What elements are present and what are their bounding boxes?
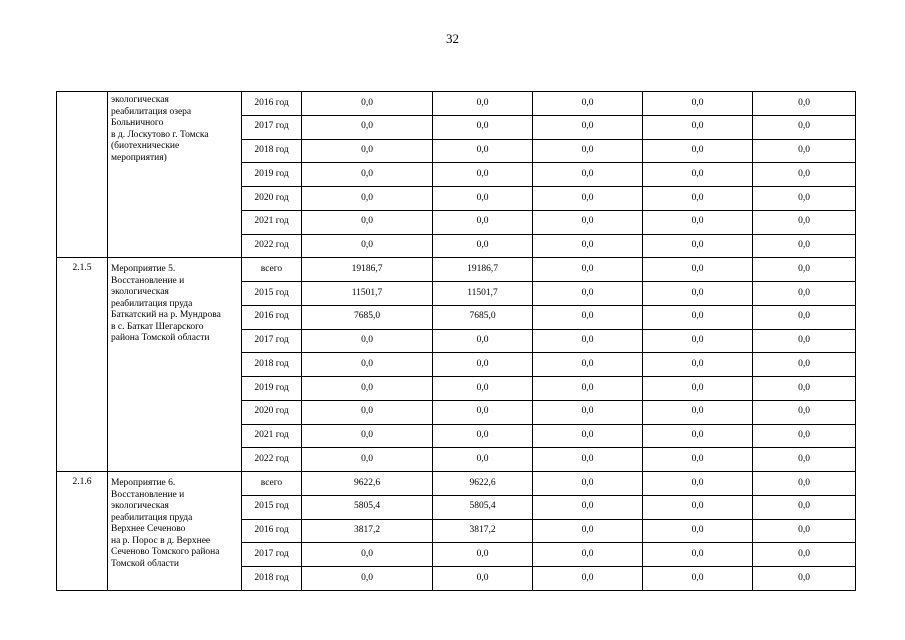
- period-cell: 2017 год: [242, 543, 302, 567]
- value-cell: 3817,2: [302, 519, 433, 543]
- value-cell: 0,0: [643, 543, 753, 567]
- value-cell: 0,0: [302, 210, 433, 234]
- value-cell: 0,0: [643, 424, 753, 448]
- value-cell: 0,0: [302, 377, 433, 401]
- value-cell: 0,0: [753, 567, 856, 591]
- value-cell: 5805,4: [433, 495, 533, 519]
- value-cell: 7685,0: [433, 305, 533, 329]
- value-cell: 0,0: [302, 353, 433, 377]
- value-cell: 19186,7: [433, 258, 533, 282]
- value-cell: 0,0: [533, 234, 643, 258]
- value-cell: 0,0: [643, 305, 753, 329]
- value-cell: 0,0: [302, 92, 433, 116]
- value-cell: 0,0: [753, 400, 856, 424]
- value-cell: 0,0: [433, 187, 533, 211]
- value-cell: 0,0: [302, 400, 433, 424]
- value-cell: 0,0: [533, 495, 643, 519]
- period-cell: 2018 год: [242, 567, 302, 591]
- value-cell: 0,0: [302, 424, 433, 448]
- value-cell: 0,0: [753, 115, 856, 139]
- value-cell: 0,0: [533, 115, 643, 139]
- period-cell: 2018 год: [242, 139, 302, 163]
- period-cell: 2018 год: [242, 353, 302, 377]
- value-cell: 0,0: [643, 567, 753, 591]
- measure-code: 2.1.6: [57, 472, 108, 591]
- value-cell: 0,0: [533, 329, 643, 353]
- value-cell: 0,0: [533, 210, 643, 234]
- period-cell: 2017 год: [242, 329, 302, 353]
- value-cell: 0,0: [643, 258, 753, 282]
- value-cell: 9622,6: [302, 472, 433, 496]
- value-cell: 0,0: [753, 377, 856, 401]
- measure-description: Мероприятие 6. Восстановление и экологическая реабилитация пруда Верхнее Сеченово на р. Порос в д. Верхнее Сеченово Томского района Томской области: [108, 472, 242, 591]
- value-cell: 5805,4: [302, 495, 433, 519]
- value-cell: 9622,6: [433, 472, 533, 496]
- value-cell: 0,0: [753, 329, 856, 353]
- value-cell: 11501,7: [433, 282, 533, 306]
- value-cell: 0,0: [533, 353, 643, 377]
- period-cell: 2015 год: [242, 495, 302, 519]
- value-cell: 0,0: [753, 282, 856, 306]
- value-cell: 0,0: [533, 258, 643, 282]
- period-cell: 2021 год: [242, 424, 302, 448]
- value-cell: 0,0: [533, 377, 643, 401]
- value-cell: 0,0: [533, 519, 643, 543]
- value-cell: 0,0: [302, 329, 433, 353]
- value-cell: 0,0: [433, 210, 533, 234]
- value-cell: 0,0: [753, 139, 856, 163]
- value-cell: 0,0: [643, 282, 753, 306]
- value-cell: 0,0: [643, 495, 753, 519]
- value-cell: 0,0: [533, 92, 643, 116]
- value-cell: 0,0: [433, 448, 533, 472]
- period-cell: 2020 год: [242, 187, 302, 211]
- period-cell: 2016 год: [242, 305, 302, 329]
- value-cell: 0,0: [643, 139, 753, 163]
- value-cell: 0,0: [643, 519, 753, 543]
- value-cell: 0,0: [753, 448, 856, 472]
- value-cell: 0,0: [753, 92, 856, 116]
- value-cell: 0,0: [643, 377, 753, 401]
- value-cell: 0,0: [643, 92, 753, 116]
- period-cell: 2019 год: [242, 163, 302, 187]
- value-cell: 0,0: [753, 424, 856, 448]
- value-cell: 0,0: [643, 400, 753, 424]
- period-cell: 2022 год: [242, 448, 302, 472]
- value-cell: 0,0: [753, 305, 856, 329]
- value-cell: 0,0: [533, 163, 643, 187]
- value-cell: 0,0: [643, 353, 753, 377]
- value-cell: 0,0: [533, 400, 643, 424]
- value-cell: 0,0: [753, 472, 856, 496]
- value-cell: 0,0: [753, 353, 856, 377]
- period-cell: 2016 год: [242, 519, 302, 543]
- value-cell: 0,0: [643, 115, 753, 139]
- value-cell: 0,0: [433, 400, 533, 424]
- value-cell: 0,0: [643, 187, 753, 211]
- value-cell: 0,0: [302, 567, 433, 591]
- measure-code: [57, 92, 108, 258]
- value-cell: 7685,0: [302, 305, 433, 329]
- measure-description: Мероприятие 5. Восстановление и экологическая реабилитация пруда Баткатский на р. Мундрова в с. Баткат Шегарского района Томской области: [108, 258, 242, 472]
- period-cell: 2019 год: [242, 377, 302, 401]
- value-cell: 0,0: [753, 210, 856, 234]
- value-cell: 0,0: [533, 448, 643, 472]
- value-cell: 0,0: [433, 424, 533, 448]
- value-cell: 0,0: [533, 282, 643, 306]
- table-row: [57, 472, 856, 496]
- value-cell: 0,0: [433, 115, 533, 139]
- table-body: [57, 92, 856, 591]
- period-cell: 2021 год: [242, 210, 302, 234]
- value-cell: 0,0: [433, 92, 533, 116]
- value-cell: 0,0: [753, 234, 856, 258]
- period-cell: всего: [242, 258, 302, 282]
- value-cell: 3817,2: [433, 519, 533, 543]
- value-cell: 0,0: [753, 258, 856, 282]
- table-row: [57, 258, 856, 282]
- value-cell: 0,0: [302, 187, 433, 211]
- value-cell: 0,0: [302, 163, 433, 187]
- value-cell: 0,0: [433, 353, 533, 377]
- value-cell: 11501,7: [302, 282, 433, 306]
- value-cell: 0,0: [302, 234, 433, 258]
- period-cell: всего: [242, 472, 302, 496]
- value-cell: 0,0: [533, 305, 643, 329]
- value-cell: 0,0: [433, 139, 533, 163]
- period-cell: 2015 год: [242, 282, 302, 306]
- value-cell: 0,0: [533, 567, 643, 591]
- value-cell: 19186,7: [302, 258, 433, 282]
- value-cell: 0,0: [643, 163, 753, 187]
- value-cell: 0,0: [643, 472, 753, 496]
- value-cell: 0,0: [433, 163, 533, 187]
- measure-description: экологическая реабилитация озера Больничного в д. Лоскутово г. Томска (биотехнические мероприятия): [108, 92, 242, 258]
- value-cell: 0,0: [433, 329, 533, 353]
- period-cell: 2020 год: [242, 400, 302, 424]
- value-cell: 0,0: [533, 139, 643, 163]
- value-cell: 0,0: [433, 377, 533, 401]
- value-cell: 0,0: [433, 234, 533, 258]
- value-cell: 0,0: [302, 115, 433, 139]
- value-cell: 0,0: [753, 519, 856, 543]
- value-cell: 0,0: [753, 163, 856, 187]
- value-cell: 0,0: [302, 448, 433, 472]
- value-cell: 0,0: [643, 448, 753, 472]
- value-cell: 0,0: [302, 139, 433, 163]
- value-cell: 0,0: [753, 187, 856, 211]
- page-number: 32: [446, 31, 459, 46]
- value-cell: 0,0: [533, 424, 643, 448]
- table-row: [57, 92, 856, 116]
- funding-table: [56, 91, 856, 591]
- value-cell: 0,0: [753, 495, 856, 519]
- period-cell: 2016 год: [242, 92, 302, 116]
- value-cell: 0,0: [302, 543, 433, 567]
- value-cell: 0,0: [433, 567, 533, 591]
- value-cell: 0,0: [533, 187, 643, 211]
- measure-code: 2.1.5: [57, 258, 108, 472]
- value-cell: 0,0: [643, 329, 753, 353]
- period-cell: 2022 год: [242, 234, 302, 258]
- value-cell: 0,0: [643, 234, 753, 258]
- period-cell: 2017 год: [242, 115, 302, 139]
- value-cell: 0,0: [433, 543, 533, 567]
- value-cell: 0,0: [533, 472, 643, 496]
- value-cell: 0,0: [643, 210, 753, 234]
- value-cell: 0,0: [753, 543, 856, 567]
- value-cell: 0,0: [533, 543, 643, 567]
